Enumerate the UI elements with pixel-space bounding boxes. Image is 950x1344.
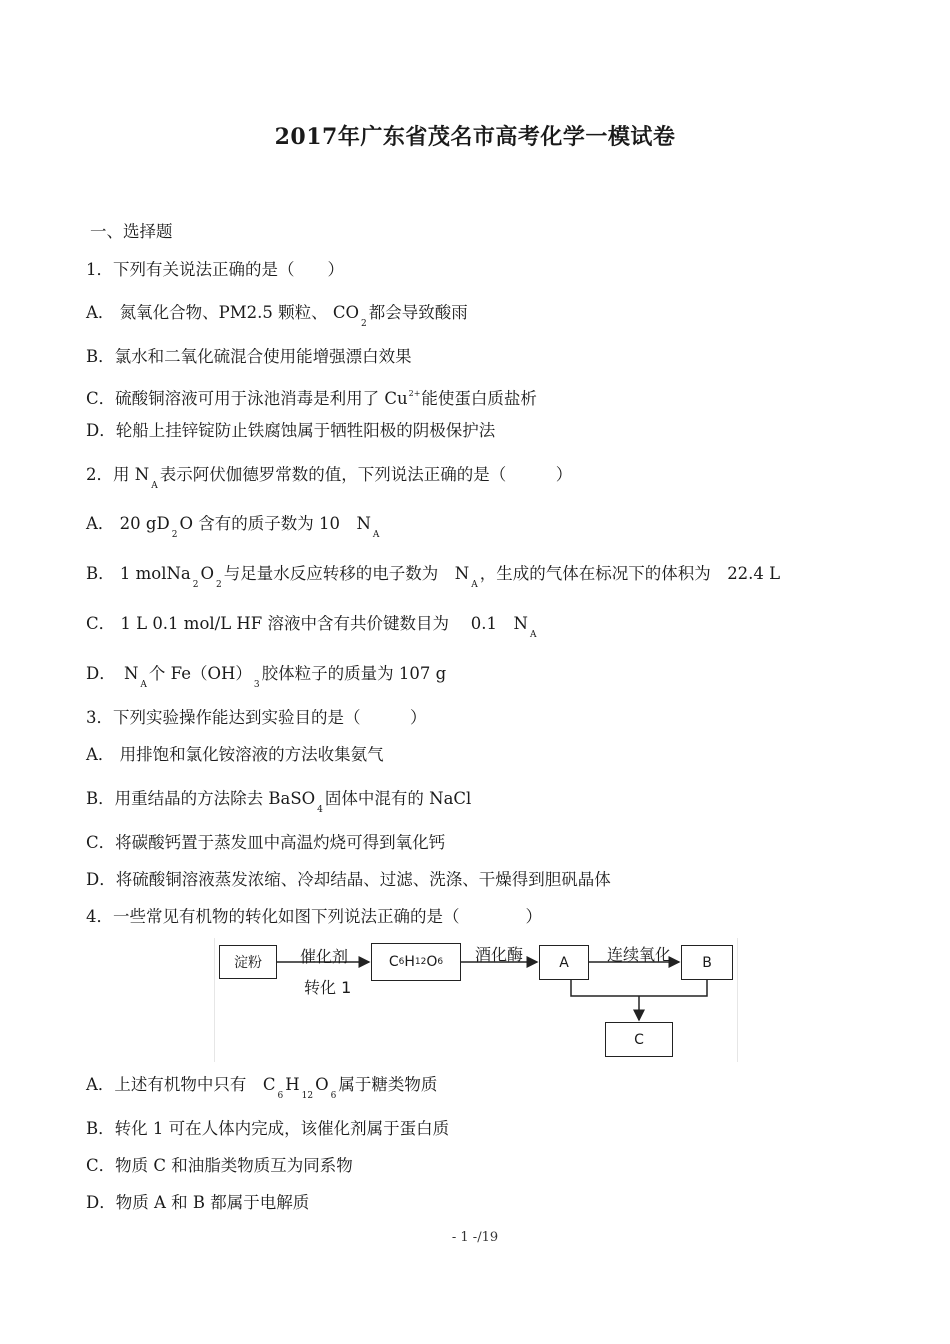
q1-stem: 1．下列有关说法正确的是（ ） [86,260,344,279]
label-enzyme: 酒化酶 [475,945,524,964]
q4-stem: 4．一些常见有机物的转化如图下列说法正确的是（ ） [86,907,542,926]
page-number: - 1 -/19 [451,1230,499,1245]
label-catalyst: 催化剂 [300,947,349,966]
label-oxidation: 连续氧化 [607,945,672,964]
q2-option-c: C． 1 L 0.1 mol/L HF 溶液中含有共价键数目为 0.1 $N_A$ [86,614,537,640]
page-title: 2017年广东省茂名市高考化学一模试卷 [274,124,676,150]
q4-option-a: A．上述有机物中只有 $C_6H_{12}O_6$属于糖类物质 [86,1075,438,1101]
q4-option-b: B．转化 1 可在人体内完成，该催化剂属于蛋白质 [86,1119,450,1138]
q1-option-b: B．氯水和二氧化硫混合使用能增强漂白效果 [86,347,412,366]
q3-option-d: D．将硫酸铜溶液蒸发浓缩、冷却结晶、过滤、洗涤、干燥得到胆矾晶体 [86,870,611,889]
conversion-diagram [214,938,738,1062]
label-conversion-1: 转化 1 [304,978,352,997]
q2-option-a: A． 20 $gD_2O$ 含有的质子数为 10 $N_A$ [86,514,380,540]
box-starch: 淀粉 [219,945,277,979]
box-c: C [605,1022,673,1057]
q2-option-b: B． 1 $molNa_2O_2$与足量水反应转移的电子数为 $N_A$，生成的气体在标况下的体积为 22.4 L [86,564,781,590]
box-glucose: C 6 H 12 O 6 [371,943,461,981]
box-a: A [539,945,589,980]
q3-option-c: C．将碳酸钙置于蒸发皿中高温灼烧可得到氧化钙 [86,833,446,852]
box-b: B [681,945,733,980]
q1-option-d: D．轮船上挂锌锭防止铁腐蚀属于牺牲阳极的阴极保护法 [86,421,496,440]
q1-option-a: A． 氮氧化合物、PM2.5 颗粒、 $CO_2$都会导致酸雨 [86,303,468,329]
q3-stem: 3．下列实验操作能达到实验目的是（ ） [86,708,427,727]
q1-option-c: C．硫酸铜溶液可用于泳池消毒是利用了 $Cu^{2+}$能使蛋白质盐析 [86,389,537,408]
q2-option-d: D． $N_A$个 $Fe(OH)_3$胶体粒子的质量为 107 g [86,664,447,690]
q2-stem: 2．用 $N_A$表示阿伏伽德罗常数的值，下列说法正确的是（ ） [86,465,573,491]
connector-a-b [571,980,707,996]
q4-option-d: D．物质 A 和 B 都属于电解质 [86,1193,310,1212]
q3-option-a: A． 用排饱和氯化铵溶液的方法收集氨气 [86,745,384,764]
section-heading: 一、选择题 [90,222,173,241]
q4-option-c: C．物质 C 和油脂类物质互为同系物 [86,1156,353,1175]
q3-option-b: B．用重结晶的方法除去 BaSO$_4$固体中混有的 NaCl [86,789,472,815]
